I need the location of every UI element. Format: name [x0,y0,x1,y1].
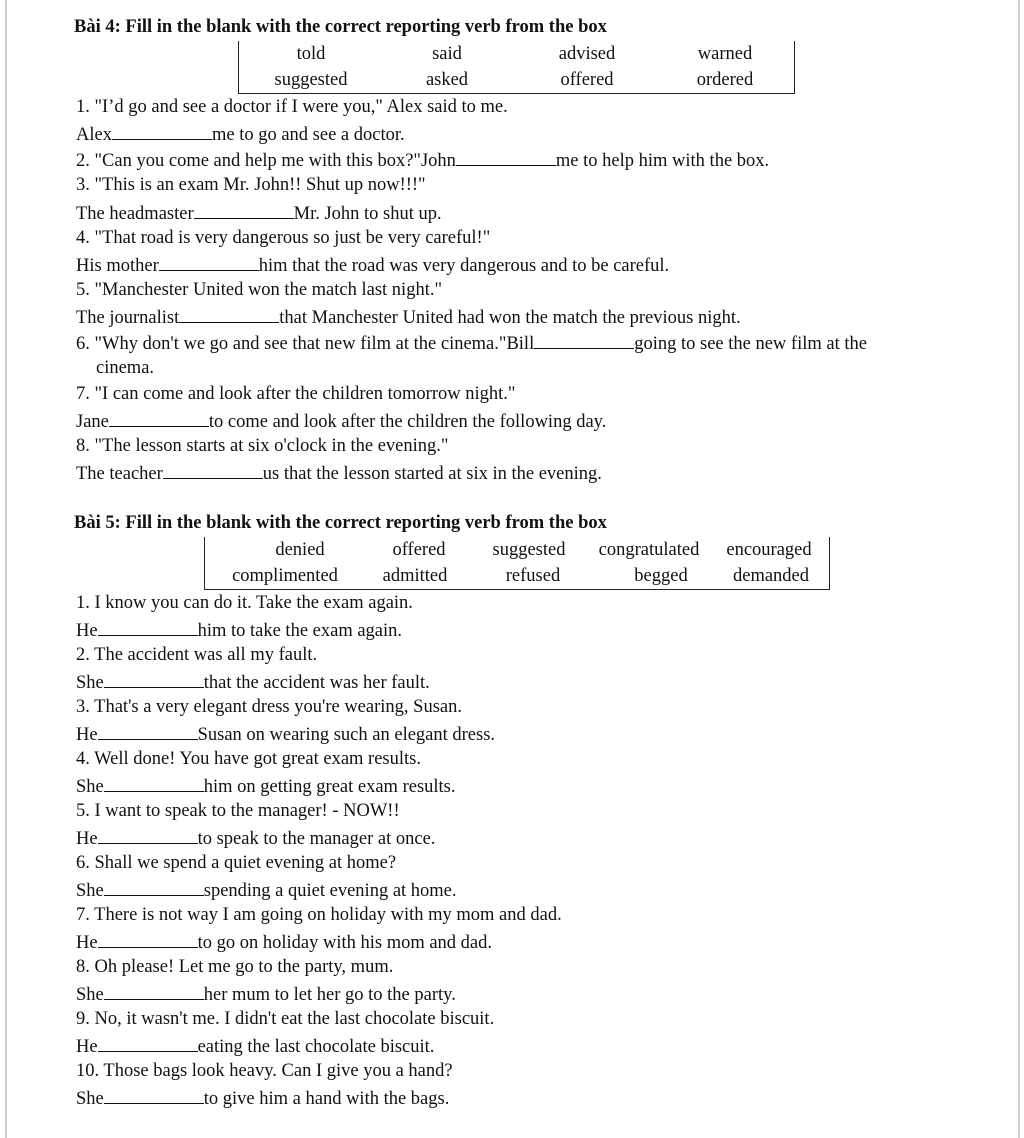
page-edge-right [1018,0,1020,1138]
answer-prefix: She [76,673,104,693]
bank-word: demanded [732,566,810,586]
question-line: 8. Oh please! Let me go to the party, mum. [76,957,394,977]
answer-blank[interactable] [112,122,212,140]
answer-blank[interactable] [109,409,209,427]
question-line: 1. "I’d go and see a doctor if I were you," Alex said to me. [76,97,508,117]
answer-suffix: Mr. John to shut up. [293,204,442,224]
answer-line [76,670,430,694]
answer-prefix: His mother [76,256,159,276]
answer-line [76,122,405,146]
answer-blank[interactable] [104,878,204,896]
answer-blank[interactable] [98,826,198,844]
question-suffix: me to help him with the box. [555,151,770,171]
answer-suffix: to give him a hand with the bags. [203,1089,450,1109]
answer-line [76,1086,449,1110]
answer-prefix: She [76,985,104,1005]
question-prefix: 6. "Why don't we go and see that new film at the cinema."Bill [76,334,535,354]
answer-suffix: her mum to let her go to the party. [203,985,456,1005]
answer-line [76,201,442,225]
answer-suffix: us that the lesson started at six in the evening. [262,464,602,484]
answer-line [76,982,456,1006]
question-line: 4. Well done! You have got great exam results. [76,749,421,769]
bank-word: suggested [492,540,566,560]
page-edge-left [5,0,7,1138]
question-suffix: going to see the new film at the [634,334,867,354]
answer-suffix: Susan on wearing such an elegant dress. [197,725,496,745]
answer-line [76,878,457,902]
question-line: 10. Those bags look heavy. Can I give you a hand? [76,1061,453,1081]
question-line: 5. "Manchester United won the match last night." [76,280,443,300]
answer-suffix: eating the last chocolate biscuit. [197,1037,435,1057]
answer-prefix: He [76,829,98,849]
bank-word: asked [425,70,469,90]
answer-suffix: to go on holiday with his mom and dad. [197,933,493,953]
bank-word: warned [697,44,753,64]
answer-suffix: him to take the exam again. [197,621,403,641]
answer-blank[interactable] [104,1086,204,1104]
answer-prefix: Jane [76,412,109,432]
question-line: 5. I want to speak to the manager! - NOW!! [76,801,400,821]
answer-line [76,774,456,798]
question-line: 3. That's a very elegant dress you're wearing, Susan. [76,697,462,717]
answer-suffix: me to go and see a doctor. [211,125,405,145]
answer-blank[interactable] [179,305,279,323]
exercise-4-heading: Bài 4: Fill in the blank with the correct reporting verb from the box [74,17,607,37]
bank-word: denied [275,540,325,560]
bank-word: advised [558,44,616,64]
answer-prefix: He [76,933,98,953]
bank-word: refused [505,566,561,586]
question-line: 3. "This is an exam Mr. John!! Shut up now!!!" [76,175,426,195]
question-line: 9. No, it wasn't me. I didn't eat the last chocolate biscuit. [76,1009,495,1029]
bank-word: suggested [274,70,348,90]
answer-line [76,253,669,277]
answer-prefix: The journalist [76,308,180,328]
answer-prefix: He [76,1037,98,1057]
answer-blank[interactable] [104,670,204,688]
question-line [76,331,867,355]
answer-suffix: that the accident was her fault. [203,673,430,693]
bank-word: admitted [382,566,448,586]
exercise-5-word-bank [204,537,830,590]
answer-line [76,1034,434,1058]
bank-word: congratulated [598,540,700,560]
answer-line [76,618,402,642]
word-bank-row [205,563,829,589]
bank-word: begged [634,566,688,586]
question-line: 4. "That road is very dangerous so just be very careful!" [76,228,491,248]
answer-prefix: She [76,777,104,797]
word-bank-row [239,67,794,93]
question-line: 1. I know you can do it. Take the exam again. [76,593,413,613]
bank-word: ordered [696,70,754,90]
answer-prefix: He [76,725,98,745]
answer-blank[interactable] [159,253,259,271]
answer-blank[interactable] [104,982,204,1000]
answer-suffix: him that the road was very dangerous and to be careful. [258,256,670,276]
bank-word: complimented [232,566,338,586]
bank-word: offered [392,540,446,560]
word-bank-row [239,41,794,67]
question-line: 7. There is not way I am going on holiday with my mom and dad. [76,905,562,925]
answer-blank[interactable] [163,461,263,479]
bank-word: told [296,44,326,64]
question-line [76,148,769,172]
answer-suffix: that Manchester United had won the match the previous night. [279,308,741,328]
answer-line [76,722,495,746]
answer-line [76,930,492,954]
answer-line [76,305,741,329]
answer-prefix: The headmaster [76,204,194,224]
exercise-5-heading: Bài 5: Fill in the blank with the correct reporting verb from the box [74,513,607,533]
answer-blank[interactable] [98,1034,198,1052]
answer-blank[interactable] [98,722,198,740]
answer-line [76,461,602,485]
bank-word: offered [560,70,614,90]
exercise-4-word-bank [238,41,795,94]
answer-suffix: to speak to the manager at once. [197,829,436,849]
bank-word: encouraged [726,540,812,560]
question-continuation: cinema. [96,358,155,378]
answer-prefix: Alex [76,125,112,145]
question-prefix: 2. "Can you come and help me with this box?"John [76,151,456,171]
answer-prefix: She [76,881,104,901]
question-line: 2. The accident was all my fault. [76,645,318,665]
answer-blank[interactable] [98,930,198,948]
answer-blank[interactable] [534,331,634,349]
answer-line [76,826,435,850]
answer-blank[interactable] [194,201,294,219]
answer-blank[interactable] [98,618,198,636]
answer-suffix: spending a quiet evening at home. [203,881,457,901]
question-line: 8. "The lesson starts at six o'clock in the evening." [76,436,449,456]
answer-suffix: him on getting great exam results. [203,777,456,797]
answer-line [76,409,606,433]
answer-suffix: to come and look after the children the following day. [208,412,607,432]
question-line: 6. Shall we spend a quiet evening at home? [76,853,397,873]
bank-word: said [432,44,462,64]
answer-prefix: She [76,1089,104,1109]
answer-prefix: The teacher [76,464,163,484]
answer-blank[interactable] [456,148,556,166]
word-bank-row [205,537,829,563]
answer-blank[interactable] [104,774,204,792]
answer-prefix: He [76,621,98,641]
question-line: 7. "I can come and look after the children tomorrow night." [76,384,516,404]
